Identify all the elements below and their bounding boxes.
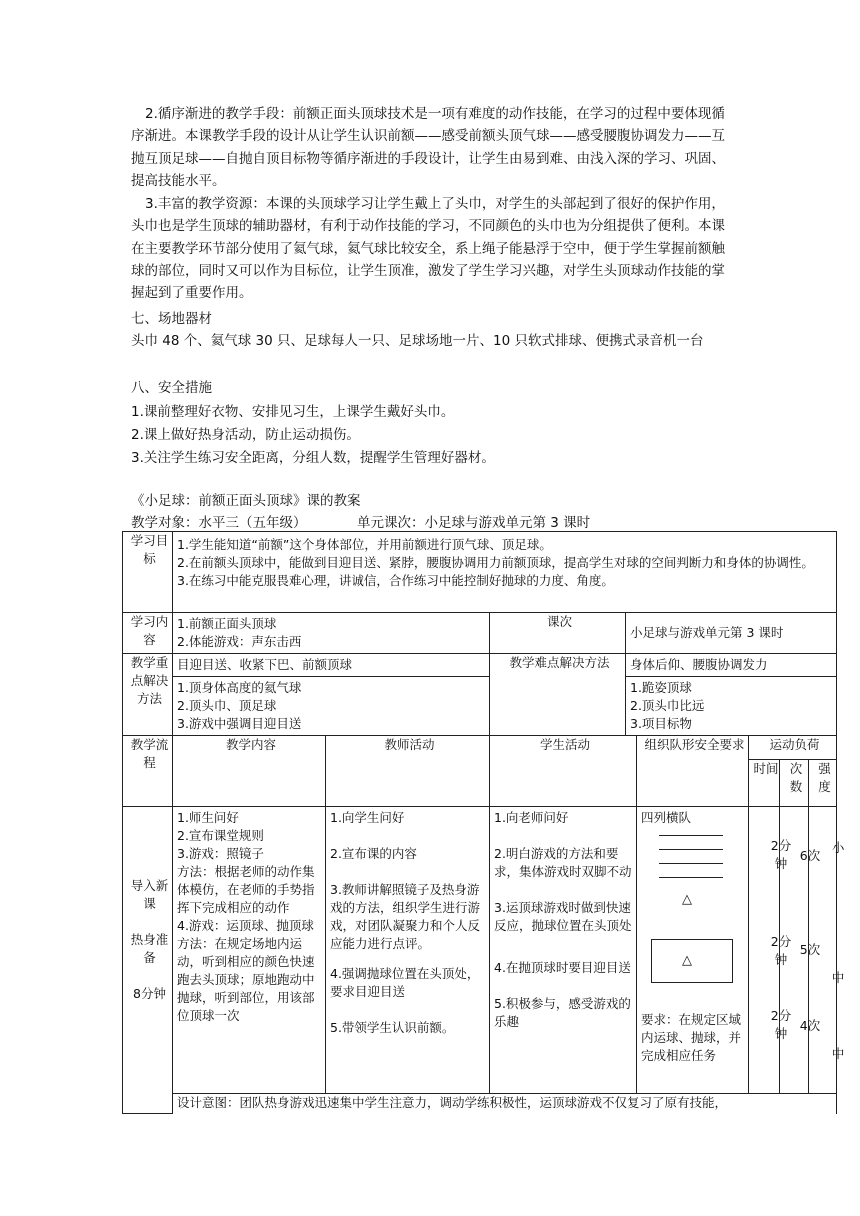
student-activity: 5.积极参与，感受游戏的乐趣 — [494, 996, 631, 1029]
header-count: 次数 — [780, 760, 809, 807]
teacher-activity: 5.带领学生认识前额。 — [330, 1020, 455, 1035]
content-item: 1.前额正面头顶球 — [177, 616, 277, 631]
teacher-activity: 1.向学生问好 — [330, 810, 405, 825]
teaching-object: 教学对象：水平三（五年级） — [131, 515, 307, 531]
time-value: 2分钟 — [770, 1008, 792, 1041]
content-line: 方法：在规定场地内运动，听到相应的颜色快速跑去头顶球；原地跑动中抛球，听到部位，用该部位顶球一次 — [177, 936, 315, 1023]
difficulty-cell — [626, 654, 837, 736]
time-value: 2分钟 — [770, 838, 792, 871]
keypoint-method: 2.顶头巾、顶足球 — [177, 698, 277, 713]
student-activity: 4.在抛顶球时要目迎目送 — [494, 960, 631, 975]
goal-item: 1.学生能知道“前额”这个身体部位，并用前额进行顶气球、顶足球。 — [177, 537, 552, 552]
header-teacher: 教师活动 — [326, 736, 490, 807]
header-load: 运动负荷 — [749, 736, 837, 760]
content-line: 4.游戏：运顶球、抛顶球 — [177, 918, 314, 933]
count-cell — [780, 807, 821, 1094]
difficulty-label-text: 教学难点解决方法 — [509, 655, 610, 670]
content-label: 学习内容 — [123, 613, 173, 654]
teacher-activity: 2.宣布课的内容 — [330, 846, 417, 861]
safety-item: 3.关注学生练习安全距离，分组人数，提醒学生管理好器材。 — [131, 450, 495, 466]
keypoint-method: 1.顶身体高度的氦气球 — [177, 680, 302, 695]
header-student: 学生活动 — [490, 736, 637, 807]
content-line: 2.宣布课堂规则 — [177, 828, 264, 843]
keypoint-text: 目迎目送、收紧下巴、前额顶球 — [173, 654, 489, 677]
goals-cell — [173, 532, 837, 613]
student-activity: 3.运顶球游戏时做到快速反应，抛球位置在头顶处 — [494, 900, 632, 933]
paragraph-progressive-method: 2.循序渐进的教学手段：前额正面头顶球技术是一项有难度的动作技能，在学习的过程中要体现循序渐进。本课教学手段的设计从让学生认识前额——感受前额头顶气球——感受腰腹协调发力——互抛互顶足球——自抛自顶目标物等循序渐进的手段设计，让学生由易到难、由浅入深的学习、巩固、提高技能水平。 — [131, 106, 725, 189]
unit-lesson: 单元课次：小足球与游戏单元第 3 课时 — [357, 515, 591, 531]
student-activity: 1.向老师问好 — [494, 810, 569, 825]
keypoint-label: 教学重点解决方法 — [123, 654, 173, 736]
lesson-value: 小足球与游戏单元第 3 课时 — [626, 613, 837, 654]
difficulty-methods — [626, 677, 836, 735]
formation-title: 四列横队 — [641, 810, 692, 825]
row-line — [659, 835, 723, 836]
header-content: 教学内容 — [173, 736, 326, 807]
intensity-value: 中 — [831, 970, 845, 985]
formation-diagram — [641, 827, 748, 967]
lesson-label-text: 课次 — [546, 614, 572, 629]
lesson-plan-table — [122, 531, 845, 1114]
equipment-text: 头巾 48 个、氦气球 30 只、足球每人一只、足球场地一片、10 只软式排球、便携式录音机一台 — [131, 333, 704, 349]
teacher-triangle-icon: △ — [682, 953, 692, 968]
practice-area-rect — [651, 939, 733, 983]
row-line — [659, 849, 723, 850]
intensity-cell — [809, 807, 845, 1094]
intensity-value: 中 — [831, 1046, 845, 1061]
difficulty-text: 身体后仰、腰腹协调发力 — [626, 654, 836, 677]
equipment-heading: 七、场地器材 — [131, 311, 212, 327]
stage-content-cell — [173, 807, 326, 1094]
safety-item: 2.课上做好热身活动，防止运动损伤。 — [131, 427, 360, 443]
stage-cell — [123, 807, 173, 1114]
content-line: 1.师生问好 — [177, 810, 239, 825]
time-value: 2分钟 — [770, 934, 792, 967]
student-activity-cell — [490, 807, 637, 1094]
stage-name: 热身准备 — [130, 932, 169, 965]
content-line: 3.游戏：照镜子 — [177, 846, 264, 861]
content-cell — [173, 613, 490, 654]
row-line — [659, 863, 723, 864]
content-line: 方法：根据老师的动作集体模仿，在老师的手势指挥下完成相应的动作 — [177, 864, 315, 915]
stage-duration: 8分钟 — [133, 986, 166, 1001]
safety-item: 1.课前整理好衣物、安排见习生，上课学生戴好头巾。 — [131, 404, 455, 420]
teacher-triangle-icon: △ — [682, 892, 692, 907]
organization-requirement: 要求：在规定区域内运球、抛球，并完成相应任务 — [641, 1012, 742, 1063]
count-value: 6次 — [799, 848, 821, 863]
count-value: 5次 — [799, 942, 821, 957]
keypoint-methods — [173, 677, 489, 735]
header-flow: 教学流程 — [123, 736, 173, 807]
goals-label: 学习目标 — [123, 532, 173, 613]
design-intent: 设计意图：团队热身游戏迅速集中学生注意力，调动学练积极性，运顶球游戏不仅复习了原有技能， — [173, 1094, 837, 1114]
teacher-activity: 4.强调抛球位置在头顶处，要求目迎目送 — [330, 966, 480, 999]
keypoint-method: 3.游戏中强调目迎目送 — [177, 716, 302, 731]
stage-name: 导入新课 — [130, 878, 169, 911]
content-item: 2.体能游戏：声东击西 — [177, 634, 302, 649]
header-time: 时间 — [749, 760, 780, 807]
student-activity: 2.明白游戏的方法和要求，集体游戏时双脚不动 — [494, 846, 632, 879]
count-value: 4次 — [799, 1018, 821, 1033]
header-intensity: 强度 — [809, 760, 837, 807]
keypoint-cell — [173, 654, 490, 736]
difficulty-label — [490, 654, 626, 736]
teacher-activity-cell — [326, 807, 490, 1094]
row-line — [659, 877, 723, 878]
organization-cell — [637, 807, 749, 1094]
goal-item: 2.在前额头顶球中，能做到目迎目送、紧脖，腰腹协调用力前额顶球，提高学生对球的空间判断力和身体的协调性。 — [177, 555, 814, 570]
lesson-label — [490, 613, 626, 654]
time-cell — [749, 807, 792, 1094]
lesson-plan-title: 《小足球：前额正面头顶球》课的教案 — [131, 493, 361, 509]
difficulty-method: 1.跪姿顶球 — [630, 680, 692, 695]
safety-heading: 八、安全措施 — [131, 380, 212, 396]
header-organization: 组织队形安全要求 — [637, 736, 749, 807]
difficulty-method: 3.项目标物 — [630, 716, 692, 731]
goal-item: 3.在练习中能克服畏难心理，讲诚信，合作练习中能控制好抛球的力度、角度。 — [177, 573, 614, 588]
paragraph-teaching-resources: 3.丰富的教学资源：本课的头顶球学习让学生戴上了头巾，对学生的头部起到了很好的保护作用，头巾也是学生顶球的辅助器材，有利于动作技能的学习，不同颜色的头巾也为分组提供了便利。本课在主要教学环节部分使用了氦气球，氦气球比较安全，系上绳子能悬浮于空中，便于学生掌握前额触球的部位，同时又可以作为目标位，让学生顶准，激发了学生学习兴趣，对学生头顶球动作技能的掌握起到了重要作用。 — [131, 196, 725, 302]
teacher-activity: 3.教师讲解照镜子及热身游戏的方法，组织学生进行游戏，对团队凝聚力和个人反应能力进行点评。 — [330, 882, 481, 951]
difficulty-method: 2.顶头巾比远 — [630, 698, 705, 713]
intensity-value: 小 — [831, 840, 845, 855]
